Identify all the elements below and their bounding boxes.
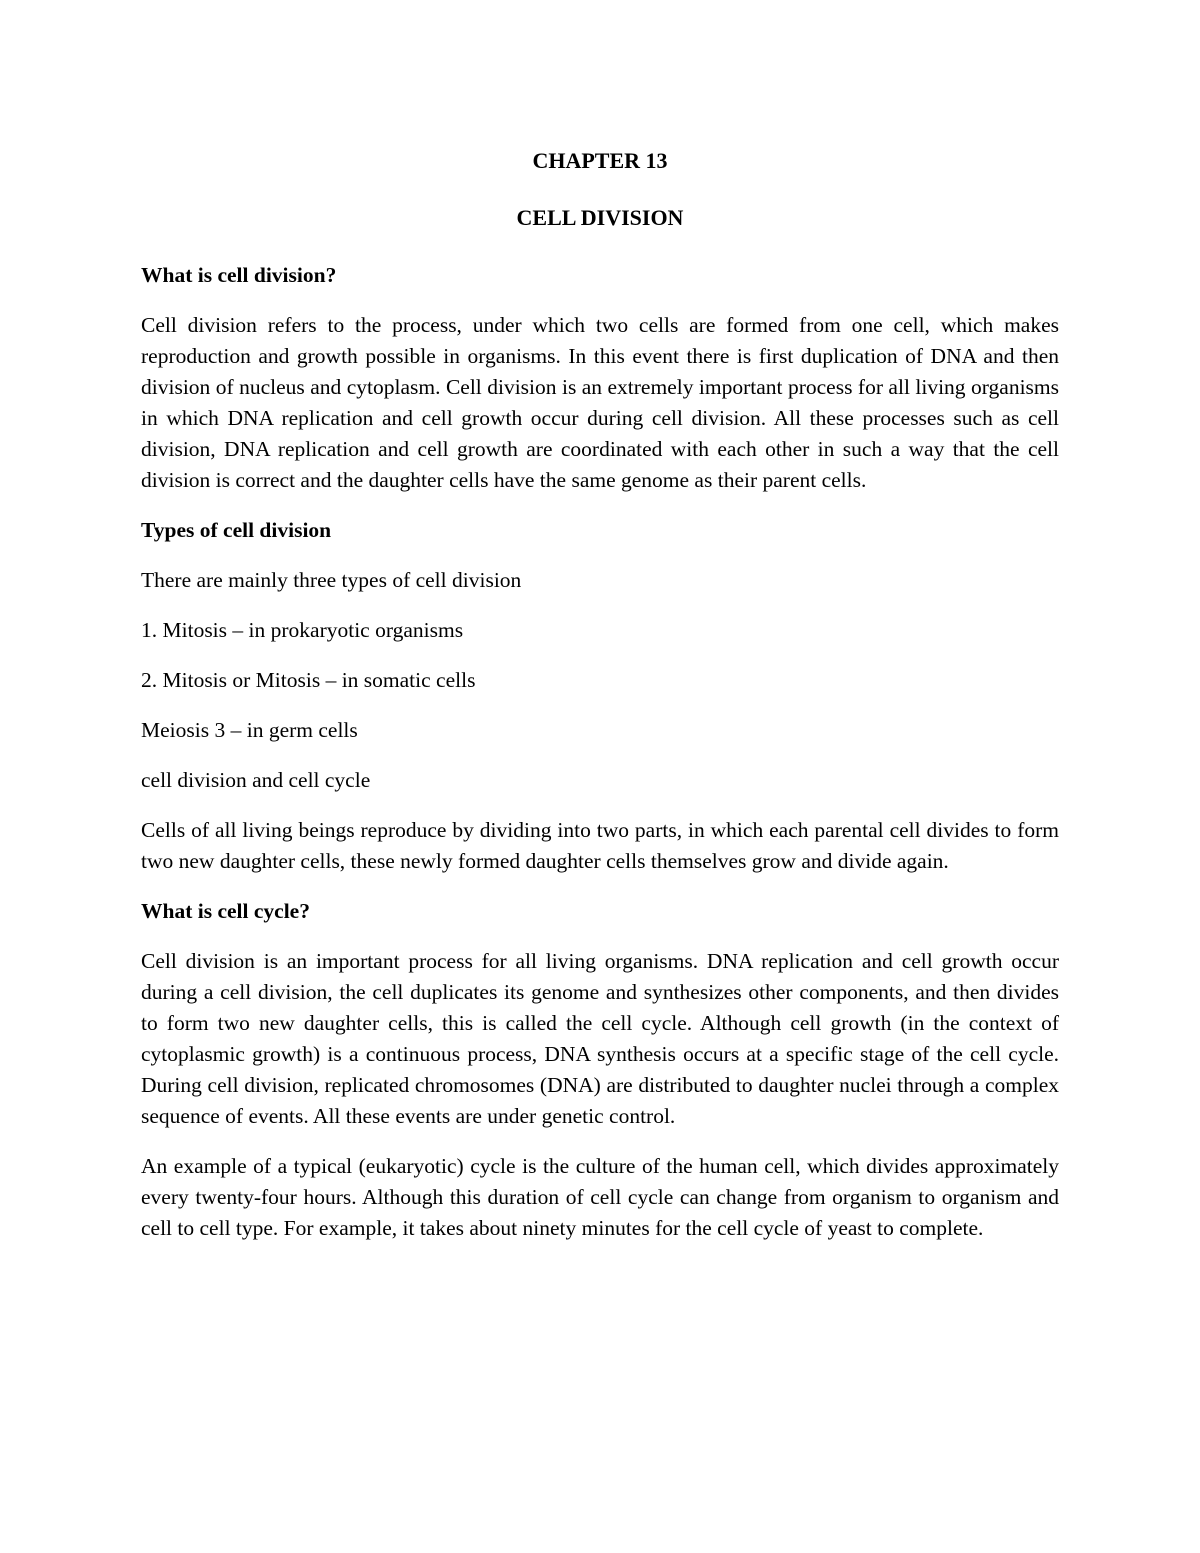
chapter-number: CHAPTER 13 bbox=[532, 148, 668, 173]
paragraph-cell-division-definition: Cell division refers to the process, under which two cells are formed from one cell, which makes reproduction and growth possible in organisms. In this event there is first duplication of DNA and then division of nucleus and cytoplasm. Cell division is an extremely important process for all living organisms in which DNA replication and cell growth occur during cell division. All these processes such as cell division, DNA replication and cell growth are coordinated with each other in such a way that the cell division is correct and the daughter cells have the same genome as their parent cells. bbox=[141, 313, 1059, 492]
paragraph-cell-cycle-definition: Cell division is an important process for all living organisms. DNA replication and cell growth occur during a cell division, the cell duplicates its genome and synthesizes other components, and then divides to form two new daughter cells, this is called the cell cycle. Although cell growth (in the context of cytoplasmic growth) is a continuous process, DNA synthesis occurs at a specific stage of the cell cycle. During cell division, replicated chromosomes (DNA) are distributed to daughter nuclei through a complex sequence of events. All these events are under genetic control. bbox=[141, 949, 1059, 1128]
chapter-title: CELL DIVISION bbox=[516, 205, 684, 230]
section-heading-what-is-cell-division: What is cell division? bbox=[141, 263, 337, 287]
list-item: 2. Mitosis or Mitosis – in somatic cells bbox=[141, 668, 476, 692]
paragraph-cell-cycle-example: An example of a typical (eukaryotic) cycle is the culture of the human cell, which divides approximately every twenty-four hours. Although this duration of cell cycle can change from organism to organism and cell to cell type. For example, it takes about ninety minutes for the cell cycle of yeast to complete. bbox=[141, 1154, 1059, 1240]
list-item: 1. Mitosis – in prokaryotic organisms bbox=[141, 618, 464, 642]
subheading-cell-division-and-cycle: cell division and cell cycle bbox=[141, 768, 371, 792]
list-item: Meiosis 3 – in germ cells bbox=[141, 718, 358, 742]
paragraph-cell-reproduction: Cells of all living beings reproduce by dividing into two parts, in which each parental cell divides to form two new daughter cells, these newly formed daughter cells themselves grow and divide again. bbox=[141, 818, 1059, 873]
section-heading-what-is-cell-cycle: What is cell cycle? bbox=[141, 899, 310, 923]
section-heading-types-of-cell-division: Types of cell division bbox=[141, 518, 332, 542]
document-page bbox=[141, 140, 1059, 1263]
types-intro: There are mainly three types of cell division bbox=[141, 568, 522, 592]
